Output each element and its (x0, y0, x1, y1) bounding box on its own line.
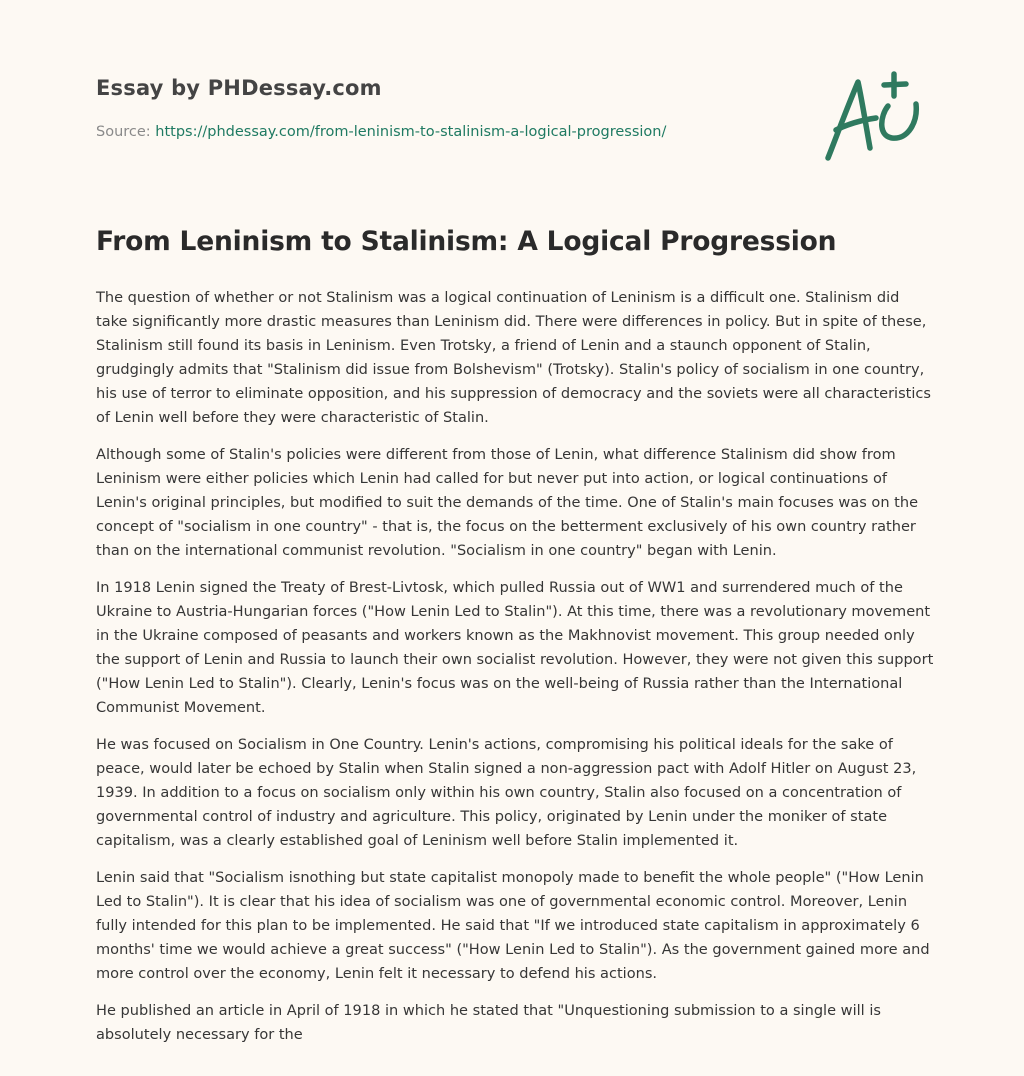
essay-paragraph: He was focused on Socialism in One Country. Lenin's actions, compromising his political ideals for the sake of peace, would later be echoed by Stalin when Stalin signed a non-aggression pact with Adolf Hitler on August 23, 1939. In addition to a focus on socialism only within his own country, Stalin also focused on a concentration of governmental control of industry and agriculture. This policy, originated by Lenin under the moniker of state capitalism, was a clearly established goal of Leninism well before Stalin implemented it. (96, 736, 917, 849)
essay-paragraph: Lenin said that "Socialism isnothing but state capitalist monopoly made to benefit the whole people" ("How Lenin Led to Stalin"). It is clear that his idea of socialism was one of governmental economic control. Moreover, Lenin fully intended for this plan to be implemented. He said that "If we introduced state capitalism in approximately 6 months' time we would achieve a great success" ("How Lenin Led to Stalin"). As the government gained more and more control over the economy, Lenin felt it necessary to defend his actions. (96, 869, 930, 982)
essay-paragraph: Although some of Stalin's policies were different from those of Lenin, what difference Stalinism did show from Leninism were either policies which Lenin had called for but never put into action, or logical continuations of Lenin's original principles, but modified to suit the demands of the time. One of Stalin's main focuses was on the concept of "socialism in one country" - that is, the focus on the betterment exclusively of his own country rather than on the international communist revolution. "Socialism in one country" began with Lenin. (96, 446, 919, 559)
a-plus-grade-icon (818, 66, 930, 166)
essay-body (96, 286, 934, 1060)
essay-paragraph: He published an article in April of 1918 in which he stated that "Unquestioning submission to a single will is absolutely necessary for the (96, 1002, 881, 1043)
essay-title: From Leninism to Stalinism: A Logical Progression (96, 226, 837, 257)
essay-paragraph: In 1918 Lenin signed the Treaty of Brest-Livtosk, which pulled Russia out of WW1 and surrendered much of the Ukraine to Austria-Hungarian forces ("How Lenin Led to Stalin"). At this time, there was a revolutionary movement in the Ukraine composed of peasants and workers known as the Makhnovist movement. This group needed only the support of Lenin and Russia to launch their own socialist revolution. However, they were not given this support ("How Lenin Led to Stalin"). Clearly, Lenin's focus was on the well-being of Russia rather than the International Communist Movement. (96, 579, 934, 716)
source-link[interactable]: https://phdessay.com/from-leninism-to-stalinism-a-logical-progression/ (155, 124, 667, 140)
essay-paragraph: The question of whether or not Stalinism was a logical continuation of Leninism is a difficult one. Stalinism did take significantly more drastic measures than Leninism did. There were differences in policy. But in spite of these, Stalinism still found its basis in Leninism. Even Trotsky, a friend of Lenin and a staunch opponent of Stalin, grudgingly admits that "Stalinism did issue from Bolshevism" (Trotsky). Stalin's policy of socialism in one country, his use of terror to eliminate opposition, and his suppression of democracy and the soviets were all characteristics of Lenin well before they were characteristic of Stalin. (96, 289, 931, 426)
site-brand: Essay by PHDessay.com (96, 76, 382, 100)
source-label: Source: (96, 124, 156, 140)
source-line (96, 124, 666, 140)
